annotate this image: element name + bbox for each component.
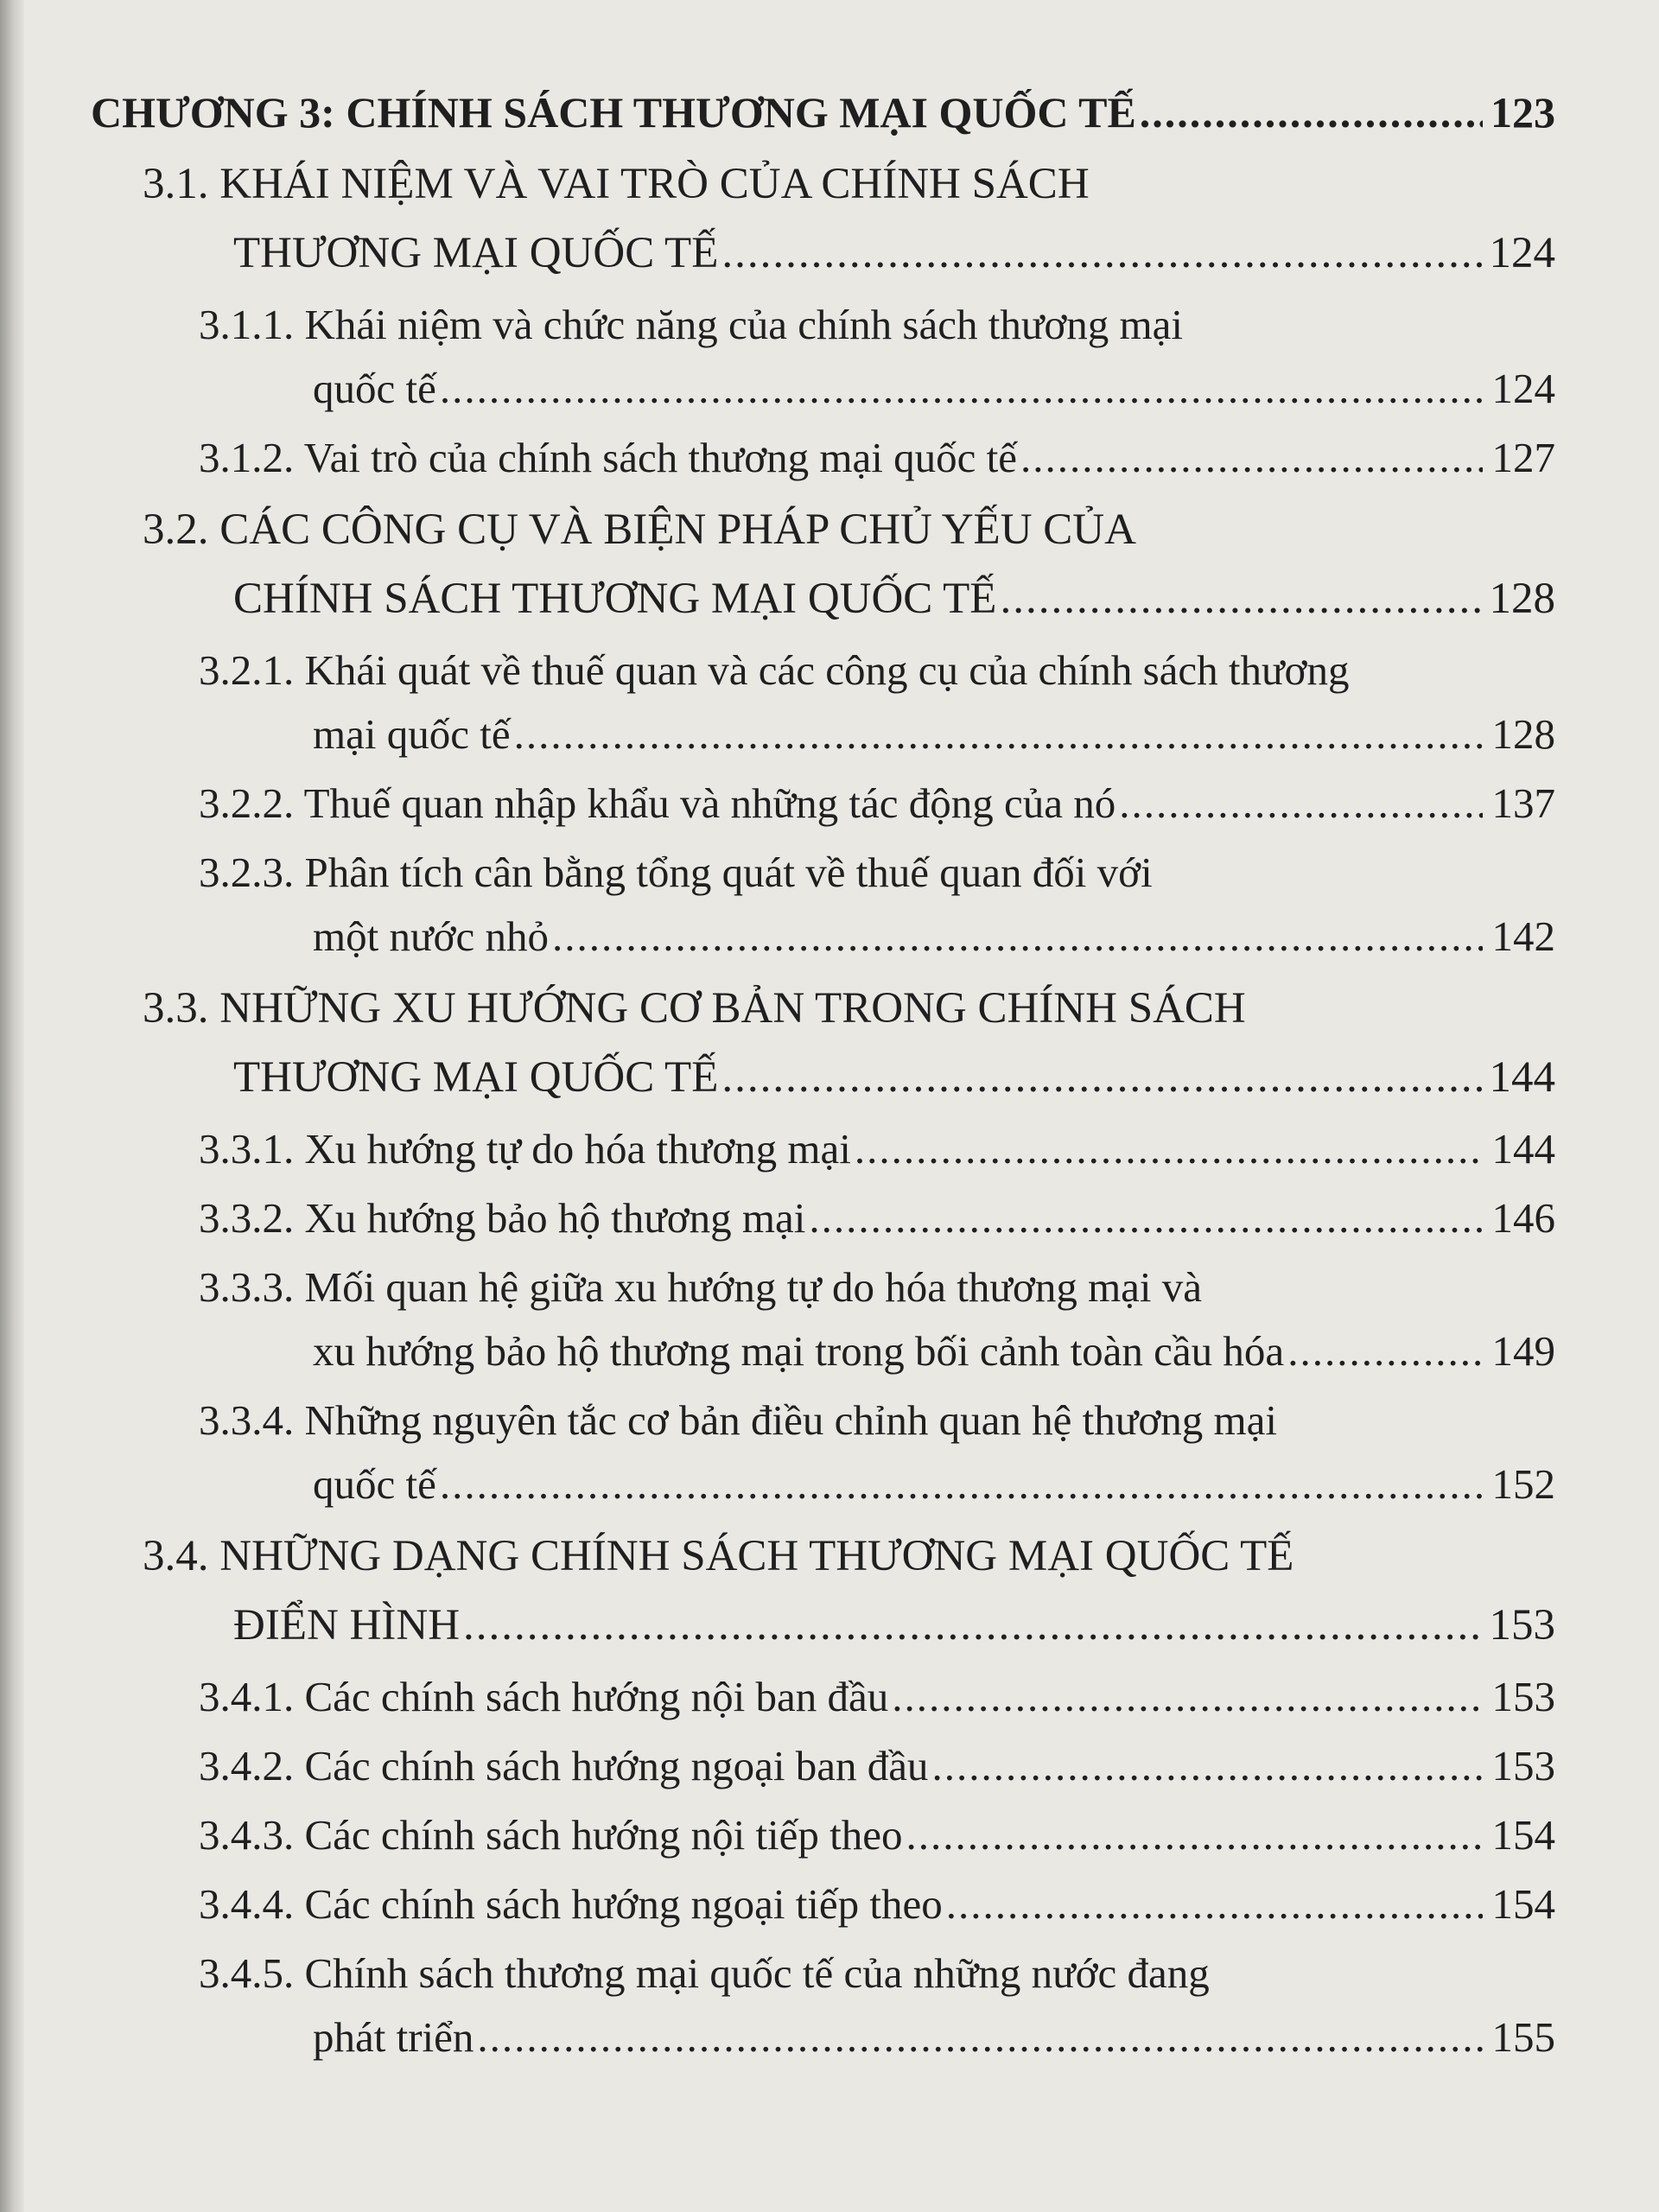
leader-dots [552, 905, 1483, 969]
toc-section-3-3 [143, 974, 1555, 1112]
toc-page-number: 124 [1489, 229, 1555, 277]
toc-entry-title: 3.2.3. Phân tích cân bằng tổng quát về thuế quan đối với [199, 849, 1153, 896]
toc-page-number: 144 [1489, 1053, 1555, 1102]
toc-entry-title: 3.2.1. Khái quát về thuế quan và các công cụ của chính sách thương [199, 646, 1350, 694]
toc-subsection-3-3-4 [199, 1389, 1555, 1516]
leader-dots [946, 1872, 1483, 1936]
toc-page-number: 124 [1491, 365, 1555, 412]
toc-entry-title-cont: phát triển [313, 2013, 474, 2061]
toc-section-3-4 [143, 1522, 1555, 1660]
leader-dots [721, 219, 1483, 288]
toc-page-number: 152 [1491, 1460, 1555, 1508]
toc-page-number: 146 [1491, 1194, 1555, 1242]
toc-entry-title: 3.3.4. Những nguyên tắc cơ bản điều chỉnh quan hệ thương mại [199, 1396, 1277, 1444]
toc-subsection-3-4-5 [199, 1942, 1555, 2069]
toc-entry-title-cont: quốc tế [313, 1460, 436, 1508]
toc-entry-title-cont: THƯƠNG MẠI QUỐC TẾ [233, 229, 719, 277]
toc-entry-title: 3.1. KHÁI NIỆM VÀ VAI TRÒ CỦA CHÍNH SÁCH [143, 160, 1090, 208]
toc-entry-title: 3.2. CÁC CÔNG CỤ VÀ BIỆN PHÁP CHỦ YẾU CỦA [143, 505, 1136, 554]
toc-entry-title: 3.3.2. Xu hướng bảo hộ thương mại [199, 1194, 806, 1242]
toc-page-number: 153 [1491, 1673, 1555, 1720]
toc-entry-title: 3.3. NHỮNG XU HƯỚNG CƠ BẢN TRONG CHÍNH SÁCH [143, 984, 1246, 1033]
toc-entry-title: 3.3.1. Xu hướng tự do hóa thương mại [199, 1125, 851, 1173]
toc-entry-title-cont: quốc tế [313, 365, 436, 412]
leader-dots [931, 1734, 1483, 1798]
leader-dots [1000, 564, 1483, 633]
toc-entry-title-cont: mại quốc tế [313, 710, 511, 758]
leader-dots [440, 357, 1483, 421]
toc-subsection-3-3-2 [199, 1186, 1555, 1250]
toc-subsection-3-2-2 [199, 772, 1555, 836]
toc-entry-title: 3.4.4. Các chính sách hướng ngoại tiếp theo [199, 1880, 943, 1928]
toc-subsection-3-1-2 [199, 426, 1555, 490]
toc-entry-title-cont: xu hướng bảo hộ thương mại trong bối cảnh toàn cầu hóa [313, 1327, 1285, 1375]
toc-entry-title: 3.1.2. Vai trò của chính sách thương mại quốc tế [199, 434, 1017, 481]
toc-subsection-3-2-1 [199, 639, 1555, 766]
toc-entry-title-cont: ĐIỂN HÌNH [233, 1601, 461, 1649]
toc-section-3-2 [143, 495, 1555, 633]
leader-dots [477, 2005, 1483, 2069]
toc-page-number: 154 [1491, 1811, 1555, 1859]
table-of-contents [91, 82, 1555, 2075]
toc-entry-title: 3.4.1. Các chính sách hướng nội ban đầu [199, 1673, 889, 1720]
toc-subsection-3-4-2 [199, 1734, 1555, 1798]
toc-page-number: 144 [1491, 1125, 1555, 1173]
toc-subsection-3-2-3 [199, 841, 1555, 969]
toc-page-number: 142 [1491, 912, 1555, 960]
toc-entry-title: 3.2.2. Thuế quan nhập khẩu và những tác động của nó [199, 779, 1116, 827]
leader-dots [892, 1665, 1483, 1729]
toc-entry-title: 3.4.5. Chính sách thương mại quốc tế của những nước đang [199, 1949, 1210, 1997]
toc-entry-title-cont: một nước nhỏ [313, 912, 549, 960]
toc-entry-title: 3.3.3. Mối quan hệ giữa xu hướng tự do hóa thương mại và [199, 1263, 1203, 1311]
toc-entry-title: 3.4.2. Các chính sách hướng ngoại ban đầu [199, 1742, 929, 1789]
toc-page-number: 149 [1491, 1327, 1555, 1375]
leader-dots [514, 702, 1483, 766]
toc-subsection-3-4-4 [199, 1872, 1555, 1936]
toc-page-number: 123 [1491, 88, 1555, 137]
leader-dots [809, 1186, 1483, 1250]
toc-page-number: 153 [1491, 1742, 1555, 1789]
toc-entry-title: 3.4.3. Các chính sách hướng nội tiếp theo [199, 1811, 903, 1859]
toc-entry-title: 3.1.1. Khái niệm và chức năng của chính sách thương mại [199, 301, 1184, 348]
toc-page-number: 155 [1491, 2013, 1555, 2061]
leader-dots [440, 1452, 1483, 1516]
leader-dots [463, 1591, 1483, 1660]
toc-subsection-3-3-3 [199, 1255, 1555, 1383]
toc-page-number: 127 [1491, 434, 1555, 481]
leader-dots [1119, 772, 1483, 836]
toc-section-3-1 [143, 149, 1555, 288]
toc-page-number: 153 [1489, 1601, 1555, 1649]
book-spine-shadow [0, 0, 24, 2212]
leader-dots [1287, 1319, 1483, 1383]
toc-page-number: 128 [1489, 575, 1555, 623]
toc-page-number: 137 [1491, 779, 1555, 827]
toc-page-number: 128 [1491, 710, 1555, 758]
toc-entry-title-cont: THƯƠNG MẠI QUỐC TẾ [233, 1053, 719, 1102]
toc-chapter-3 [91, 82, 1555, 143]
toc-subsection-3-1-1 [199, 293, 1555, 421]
toc-entry-title: CHƯƠNG 3: CHÍNH SÁCH THƯƠNG MẠI QUỐC TẾ [91, 88, 1136, 137]
toc-subsection-3-4-3 [199, 1803, 1555, 1867]
leader-dots [906, 1803, 1483, 1867]
toc-subsection-3-4-1 [199, 1665, 1555, 1729]
leader-dots [855, 1117, 1483, 1181]
leader-dots [1140, 82, 1483, 143]
toc-page-number: 154 [1491, 1880, 1555, 1928]
toc-entry-title: 3.4. NHỮNG DẠNG CHÍNH SÁCH THƯƠNG MẠI QUỐC TẾ [143, 1532, 1294, 1580]
toc-entry-title-cont: CHÍNH SÁCH THƯƠNG MẠI QUỐC TẾ [233, 575, 997, 623]
leader-dots [1020, 426, 1483, 490]
leader-dots [721, 1043, 1483, 1112]
toc-subsection-3-3-1 [199, 1117, 1555, 1181]
